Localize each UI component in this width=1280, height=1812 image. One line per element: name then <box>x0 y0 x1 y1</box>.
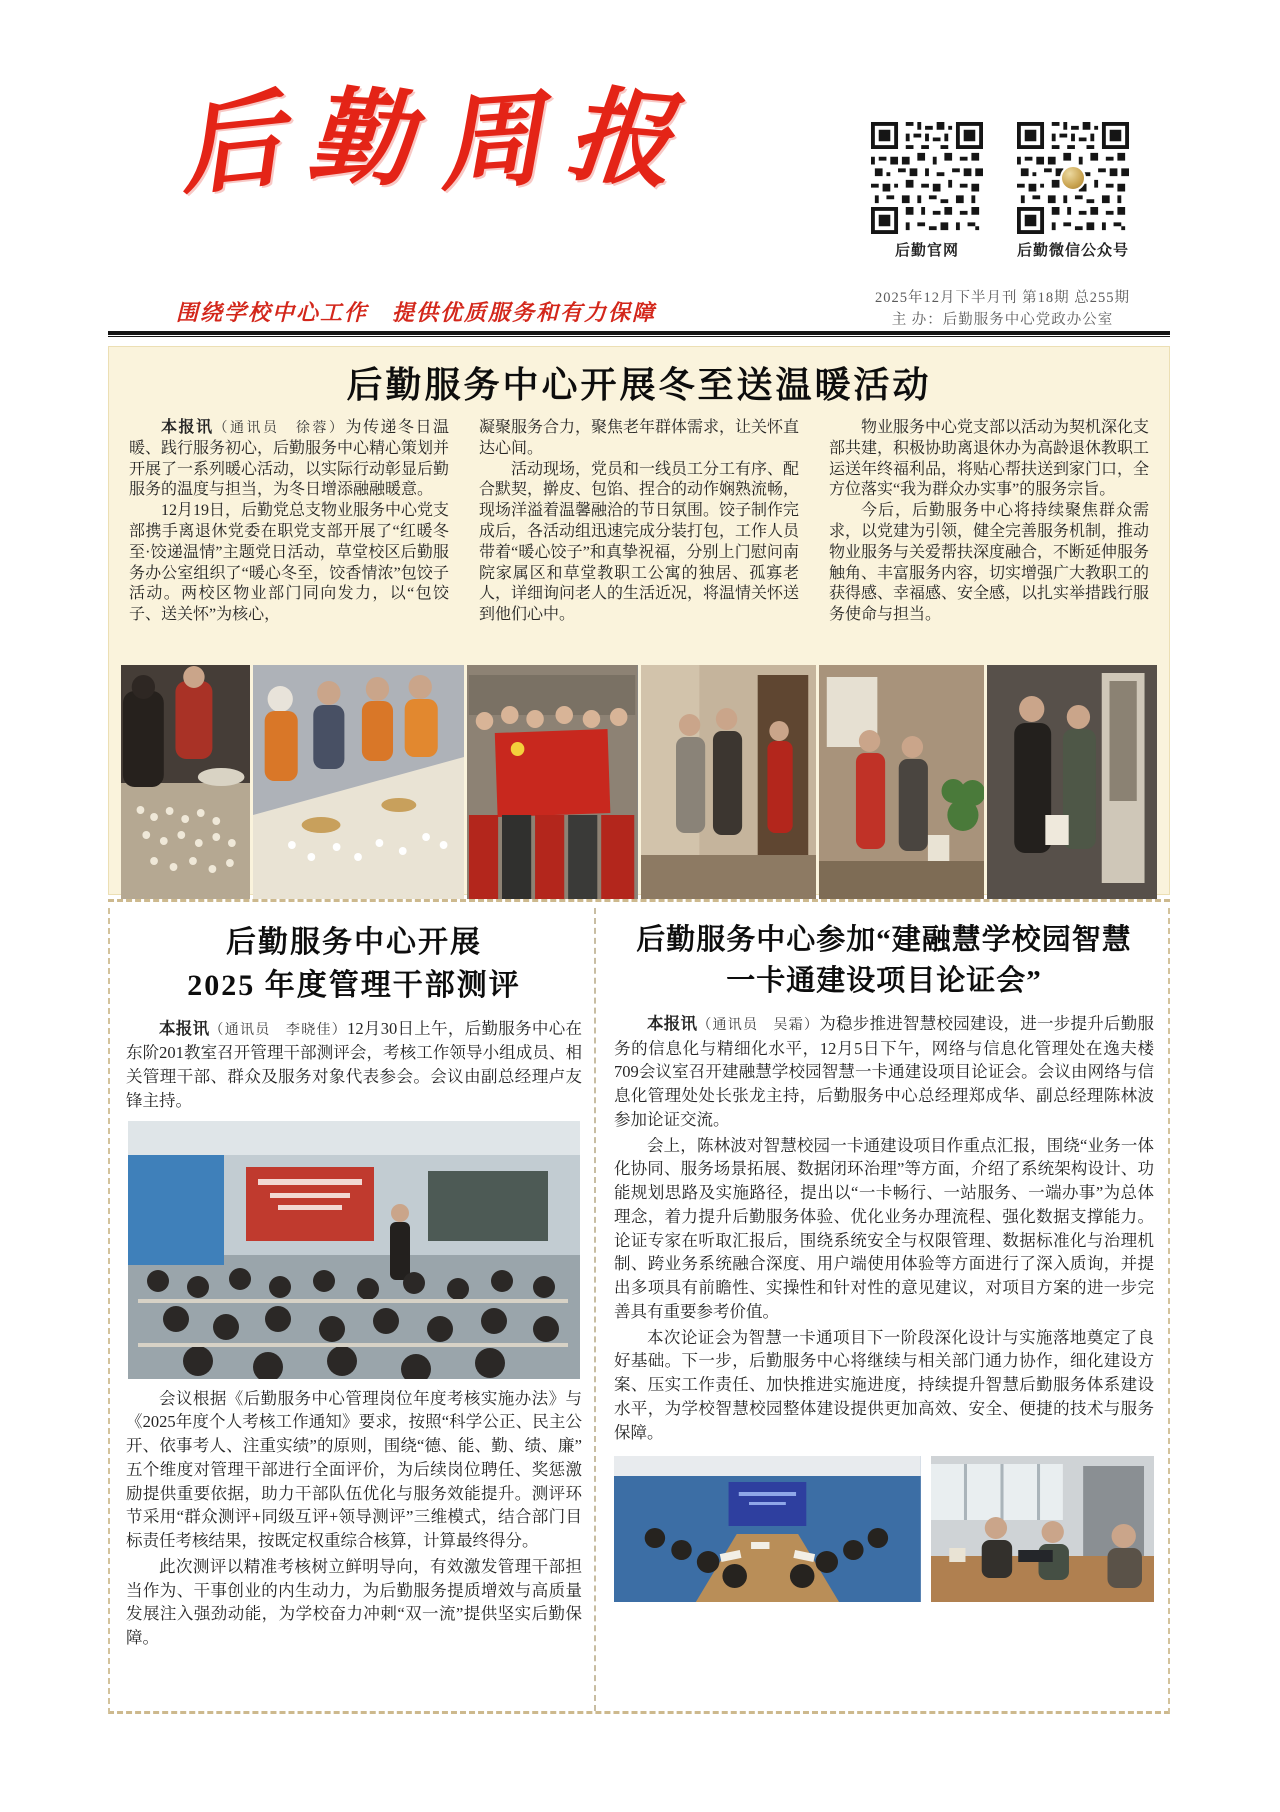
title-char: 周 <box>434 82 547 205</box>
article-paragraph: 凝聚服务合力，聚焦老年群体需求，让关怀直达心间。 <box>479 419 800 457</box>
photo-review-meeting-room <box>614 1456 921 1602</box>
article-paragraph: 此次测评以精准考核树立鲜明导向，有效激发管理干部担当作为、干事创业的内生动力，为后勤服务提质增效与高质量发展注入强劲动能，为学校奋力冲刺“双一流”提供坚实后勤保障。 <box>126 1556 582 1648</box>
qr-label: 后勤官网 <box>894 242 959 259</box>
article-paragraph: 12月19日，后勤党总支物业服务中心党支部携手离退休党委在职党支部开展了“红暖冬至·饺递温情”主题党日活动，草堂校区后勤服务办公室组织了“暖心冬至，饺香情浓”包饺子活动。两校区物业部门同向发力，以“包饺子、送关怀”为核心， <box>129 502 450 624</box>
title-char: 报 <box>563 77 677 202</box>
article-photo-row <box>614 1456 1154 1602</box>
wechat-logo-icon <box>1060 165 1086 191</box>
photo-hallway-visit <box>641 665 816 899</box>
lead-columns <box>121 418 1157 658</box>
qr-code-wechat-icon <box>1017 122 1129 234</box>
title-char: 后 <box>172 82 289 209</box>
photo-gift-delivery-door <box>987 665 1157 899</box>
qr-group <box>868 122 1132 260</box>
article-paragraph: 会上，陈林波对智慧校园一卡通建设项目作重点汇报，围绕“业务一体化协同、服务场景拓展、数据闭环治理”等方面，介绍了系统架构设计、功能规划思路及实施路径，提出以“一卡畅行、一站服务、一端办事”为总体理念，着力提升后勤服务体验、优化业务办理流程、强化数据支撑能力。论证专家在听取汇报后，围绕系统安全与权限管理、数据标准化与治理机制、跨业务系统融合深度、用户端使用体验等方面进行了深入质询，并提出多项具有前瞻性、实操性和针对性的意见建议，对项目方案的进一步完善具有重要参考价值。 <box>614 1135 1154 1321</box>
qr-item-wechat <box>1014 122 1132 260</box>
lead-headline: 后勤服务中心开展冬至送温暖活动 <box>346 365 932 405</box>
article-paragraph: 物业服务中心党支部以活动为契机深化支部共建，积极协助离退休办为高龄退休教职工运送年终福利品，将贴心帮扶送到家门口，全方位落实“我为群众办实事”的服务宗旨。 <box>829 419 1150 499</box>
lead-article <box>108 346 1170 895</box>
article-headline: 后勤服务中心开展 2025 年度管理干部测评 <box>187 926 521 1002</box>
photo-group-red-flag <box>467 665 637 899</box>
article-paragraph: 本报讯（通讯员 李晓佳）12月30日上午，后勤服务中心在东阶201教室召开管理干部测评会，考核工作领导小组成员、相关管理干部、群众及服务对象代表参会。会议由副总经理卢友锋主持。 <box>126 1019 583 1110</box>
bottom-section <box>108 908 1170 1714</box>
title-char: 勤 <box>305 79 415 200</box>
lead-column-3 <box>829 418 1149 658</box>
lead-column-1 <box>129 418 449 658</box>
article-smart-card-review <box>596 908 1168 1711</box>
article-headline: 后勤服务中心参加“建融慧学校园智慧 一卡通建设项目论证会” <box>636 924 1132 998</box>
article-paragraph: 本次论证会为智慧一卡通项目下一阶段深化设计与实施落地奠定了良好基础。下一步，后勤服务中心将继续与相关部门通力协作，细化建设方案、压实工作责任、加快推进实施进度，持续提升智慧后勤服务体系建设水平，为学校智慧校园整体建设提供更加高效、安全、便捷的技术与服务保障。 <box>614 1327 1154 1442</box>
article-paragraph: 会议根据《后勤服务中心管理岗位年度考核实施办法》与《2025年度个人考核工作通知》要求，按照“科学公正、民主公开、依事考人、注重实绩”的原则，围绕“德、能、勤、绩、廉”五个维度对管理干部进行全面评价，为后续岗位聘任、奖惩激励提供重要依据，助力干部队伍优化与服务效能提升。测评环节采用“群众测评+同级互评+领导测评”三维模式，结合部门目标责任考核结果，按既定权重综合核算，计算最终得分。 <box>126 1388 582 1551</box>
qr-item-website <box>868 122 986 260</box>
photo-home-visit-volunteers <box>819 665 984 899</box>
article-management-evaluation <box>110 908 594 1711</box>
photo-evaluation-meeting-classroom <box>128 1121 580 1379</box>
section-divider <box>108 899 1170 902</box>
article-paragraph: 今后，后勤服务中心将持续聚焦群众需求，以党建为引领，健全完善服务机制，推动物业服务与关爱帮扶深度融合，不断延伸服务触角、丰富服务内容，切实增强广大教职工的获得感、幸福感、安全感，以扎实举措践行服务使命与担当。 <box>829 502 1150 624</box>
qr-label: 后勤微信公众号 <box>1016 242 1129 259</box>
masthead-slogan: 围绕学校中心工作 提供优质服务和有力保障 <box>176 300 657 325</box>
lead-photo-strip <box>121 665 1157 899</box>
article-paragraph: 活动现场，党员和一线员工分工有序、配合默契，擀皮、包馅、捏合的动作娴熟流畅，现场洋溢着温馨融洽的节日氛围。饺子制作完成后，各活动组迅速完成分装打包，工作人员带着“暖心饺子”和真挚祝福，分别上门慰问南院家属区和草堂教职工公寓的独居、孤寡老人，详细询问老人的生活近况，将温情关怀送到他们心中。 <box>479 460 800 624</box>
photo-dumpling-kitchen <box>121 665 250 899</box>
paper-title <box>172 77 677 209</box>
qr-code-website-icon <box>871 122 983 234</box>
article-paragraph: 本报讯（通讯员 吴霜）为稳步推进智慧校园建设，进一步提升后勤服务的信息化与精细化水平，12月5日下午，网络与信息化管理处在逸夫楼709会议室召开建融慧学校园智慧一卡通建设项目论证会。会议由网络与信息化管理处处长张龙主持，后勤服务中心总经理郑成华、副总经理陈林波参加论证交流。 <box>614 1014 1154 1129</box>
masthead-divider <box>108 331 1170 337</box>
publisher-line: 主 办：后勤服务中心党政办公室 <box>891 312 1114 329</box>
photo-office-discussion <box>931 1456 1154 1602</box>
article-paragraph: 本报讯（通讯员 徐蓉）为传递冬日温暖、践行服务初心，后勤服务中心精心策划并开展了一系列暖心活动，以实际行动彰显后勤服务的温度与担当，为冬日增添融融暖意。 <box>129 419 450 499</box>
issue-line: 2025年12月下半月刊 第18期 总255期 <box>875 290 1130 306</box>
issue-info <box>875 287 1130 332</box>
lead-column-2 <box>479 418 799 658</box>
photo-dumpling-table-workers <box>253 665 464 899</box>
